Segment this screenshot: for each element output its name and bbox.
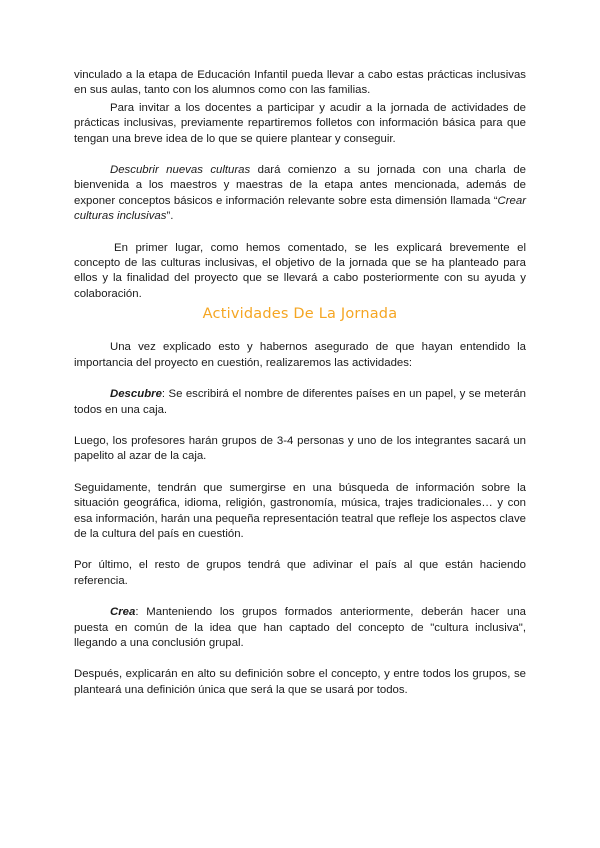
paragraph-descubrir-culturas bbox=[74, 163, 526, 225]
paragraph-continuation: vinculado a la etapa de Educación Infantil pueda llevar a cabo estas prácticas inclusivas en sus aulas, tanto con los alumnos como con las familias. bbox=[74, 69, 526, 97]
paragraph-primer-lugar: En primer lugar, como hemos comentado, se les explicará brevemente el concepto de las culturas inclusivas, el objetivo de la jornada que se ha planteado para ellos y la finalidad del proyecto que se llevará a cabo posteriormente con su ayuda y colaboración. bbox=[74, 241, 526, 300]
paragraph-despues: Después, explicarán en alto su definición sobre el concepto, y entre todos los grupos, se planteará una definición única que será la que se usará por todos. bbox=[74, 668, 526, 696]
paragraph-descubrir-end: ”. bbox=[166, 210, 174, 223]
emphasis-descubrir-culturas: Descubrir nuevas culturas bbox=[110, 164, 251, 177]
term-descubre: Descubre bbox=[110, 388, 162, 401]
paragraph-seguidamente: Seguidamente, tendrán que sumergirse en una búsqueda de información sobre la situación geográfica, idioma, religión, gastronomía, música, trajes tradicionales… y con esa información, harán una pequeña representación teatral que refleje los aspectos clave de la cultura del país en cuestión. bbox=[74, 481, 526, 540]
emphasis-crear-culturas: Crear culturas inclusivas bbox=[74, 194, 526, 223]
paragraph-luego: Luego, los profesores harán grupos de 3-4 personas y uno de los integrantes sacará un papelito al azar de la caja. bbox=[74, 434, 526, 463]
paragraph-por-ultimo: Por último, el resto de grupos tendrá que adivinar el país al que están haciendo referencia. bbox=[74, 559, 526, 587]
paragraph-crea bbox=[74, 605, 526, 651]
term-crea: Crea bbox=[110, 606, 136, 619]
paragraph-crea-text: : Manteniendo los grupos formados anteriormente, deberán hacer una puesta en común de la idea que han captado del concepto de "cultura inclusiva", llegando a una conclusión grupal. bbox=[74, 606, 526, 649]
paragraph-descubre-text: : Se escribirá el nombre de diferentes países en un papel, y se meterán todos en una caja. bbox=[74, 388, 526, 416]
section-heading: Actividades De La Jornada bbox=[202, 306, 398, 323]
paragraph-invitation: Para invitar a los docentes a participar y acudir a la jornada de actividades de prácticas inclusivas, previamente repartiremos folletos con información básica para que tengan una breve idea de lo que se quiere plantear y conseguir. bbox=[74, 101, 526, 145]
paragraph-descubrir-text: dará comienzo a su jornada con una charla de bienvenida a los maestros y maestras de la etapa antes mencionada, además de exponer conceptos básicos e información relevante sobre esta dimensión llamada “ bbox=[74, 164, 526, 207]
paragraph-descubre bbox=[74, 387, 526, 418]
paragraph-intro-actividades: Una vez explicado esto y habernos asegurado de que hayan entendido la importancia del proyecto en cuestión, realizaremos las actividades: bbox=[74, 341, 526, 369]
